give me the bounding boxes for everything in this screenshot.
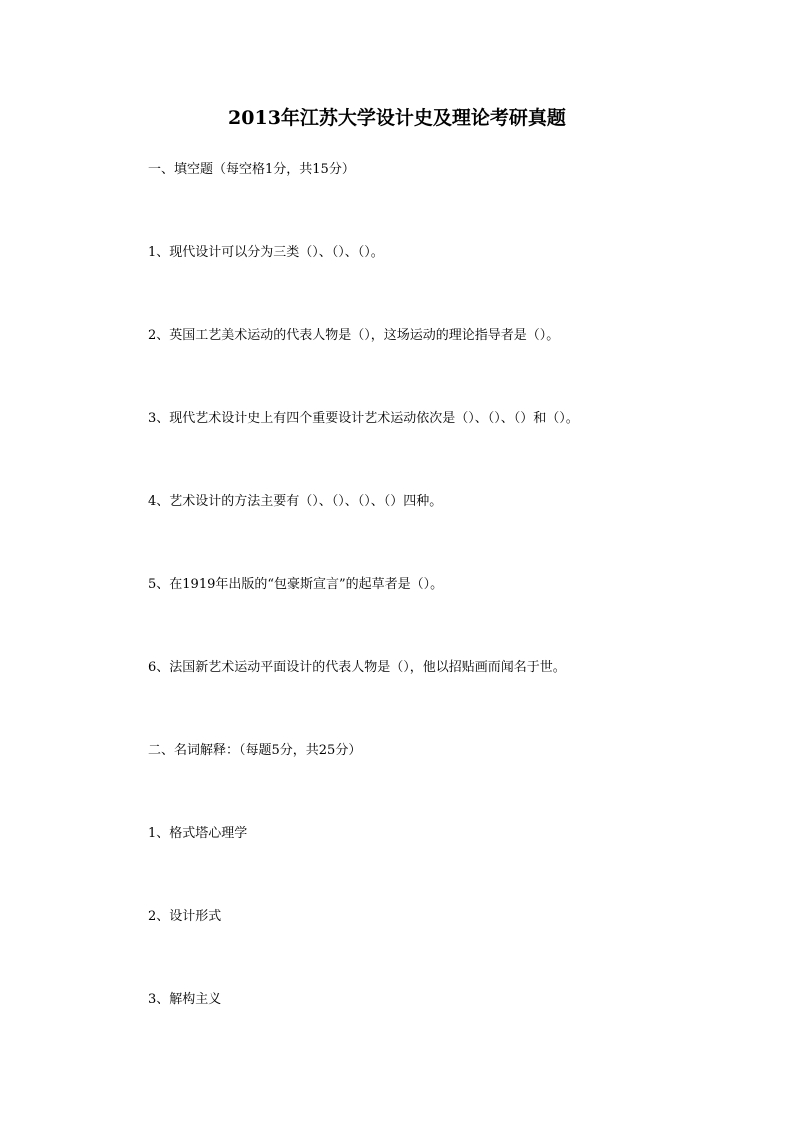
question-item: 6、法国新艺术运动平面设计的代表人物是（），他以招贴画而闻名于世。 — [148, 660, 566, 675]
question-item: 2、英国工艺美术运动的代表人物是（），这场运动的理论指导者是（）。 — [148, 328, 560, 343]
question-item: 3、解构主义 — [148, 992, 222, 1007]
question-item: 1、现代设计可以分为三类（）、（）、（）。 — [148, 245, 384, 260]
question-item: 3、现代艺术设计史上有四个重要设计艺术运动依次是（）、（）、（）和（）。 — [148, 411, 579, 426]
question-item: 2、设计形式 — [148, 909, 222, 924]
question-item: 1、格式塔心理学 — [148, 826, 248, 841]
section-heading-fill-in-blank: 一、填空题（每空格1分，共15分） — [148, 162, 355, 177]
page-title: 2013年江苏大学设计史及理论考研真题 — [228, 107, 566, 129]
question-item: 4、艺术设计的方法主要有（）、（）、（）、（）四种。 — [148, 494, 443, 509]
section-heading-term-explanation: 二、名词解释：（每题5分，共25分） — [148, 743, 362, 758]
question-item: 5、在1919年出版的“包豪斯宣言”的起草者是（）。 — [148, 577, 444, 592]
